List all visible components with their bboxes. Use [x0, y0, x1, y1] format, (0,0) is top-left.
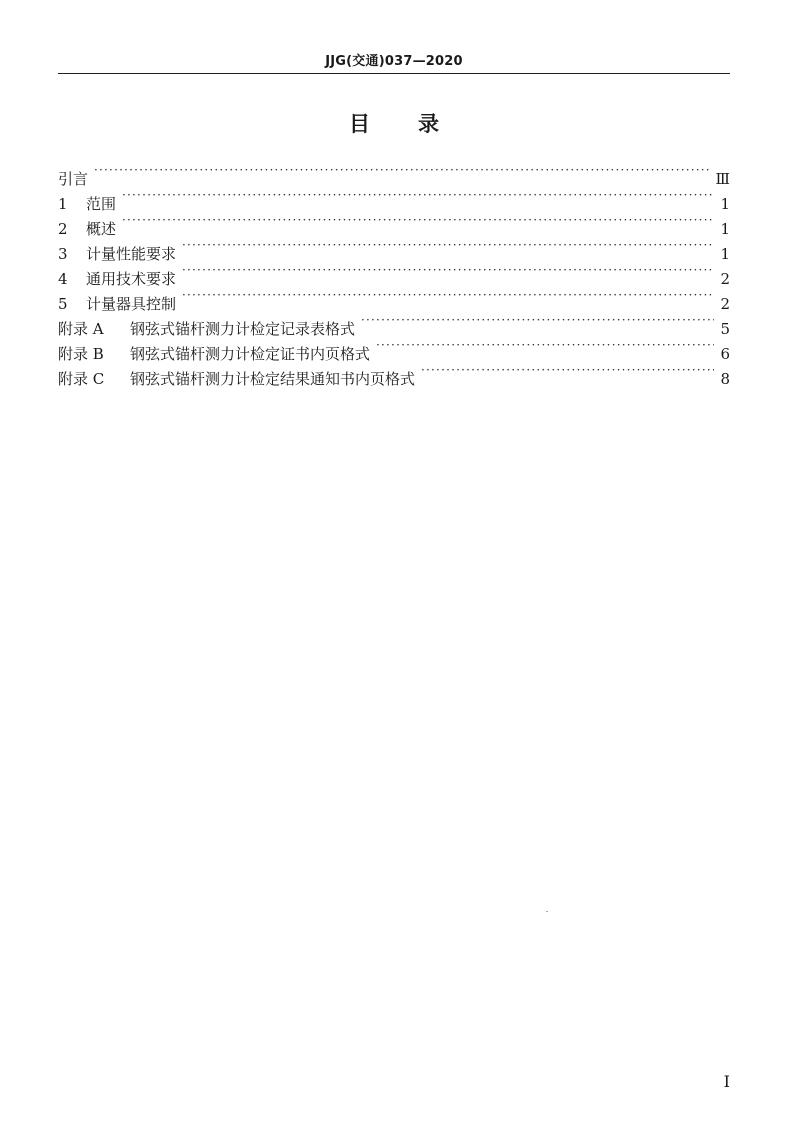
toc-entry-page: 2: [720, 295, 730, 313]
toc-entry-page: 2: [720, 270, 730, 288]
toc-entry-label: 概述: [86, 220, 117, 238]
running-header: JJG(交通)037—2020: [325, 54, 463, 69]
toc-entry-3[interactable]: [58, 234, 730, 263]
toc-leader-dots: [122, 184, 714, 209]
toc-entry-label: 通用技术要求: [86, 270, 177, 288]
toc-entry-number: 2: [58, 220, 68, 238]
toc-entry-label: 引言: [58, 170, 89, 188]
toc-leader-dots: [182, 259, 714, 284]
toc-entry-number: 附录 B: [58, 345, 104, 363]
toc-leader-dots: [361, 309, 714, 334]
toc-entry-number: 3: [58, 245, 68, 263]
toc-leader-dots: [182, 234, 714, 259]
toc-leader-dots: [421, 359, 714, 384]
toc-entry-number: 5: [58, 295, 68, 313]
toc-leader-dots: [182, 284, 714, 309]
toc-entry-intro[interactable]: [58, 159, 730, 188]
toc-entry-page: 8: [720, 370, 730, 388]
toc-leader-dots: [376, 334, 714, 359]
toc-entry-label: 计量性能要求: [86, 245, 177, 263]
toc-entry-number: 1: [58, 195, 68, 213]
toc-entry-label: 范围: [86, 195, 117, 213]
toc-entry-label: 钢弦式锚杆测力计检定记录表格式: [130, 320, 356, 338]
scan-speck: [546, 911, 548, 912]
toc-entry-label: 计量器具控制: [86, 295, 177, 313]
toc-entry-2[interactable]: [58, 209, 730, 238]
toc-entry-page: 6: [720, 345, 730, 363]
toc-entry-1[interactable]: [58, 184, 730, 213]
toc-leader-dots: [122, 209, 714, 234]
toc-entry-page: 1: [720, 195, 730, 213]
toc-entry-number: 4: [58, 270, 68, 288]
table-of-contents: [58, 159, 730, 388]
header-rule: [58, 73, 730, 74]
toc-entry-page: 1: [720, 220, 730, 238]
toc-entry-page: Ⅲ: [715, 170, 730, 188]
toc-entry-page: 5: [720, 320, 730, 338]
page-title: 目录: [349, 112, 487, 136]
toc-entry-number: 附录 C: [58, 370, 105, 388]
toc-leader-dots: [94, 159, 710, 184]
toc-entry-label: 钢弦式锚杆测力计检定证书内页格式: [130, 345, 371, 363]
toc-entry-label: 钢弦式锚杆测力计检定结果通知书内页格式: [130, 370, 416, 388]
footer-page-number: I: [723, 1072, 730, 1091]
toc-entry-number: 附录 A: [58, 320, 104, 338]
toc-entry-page: 1: [720, 245, 730, 263]
